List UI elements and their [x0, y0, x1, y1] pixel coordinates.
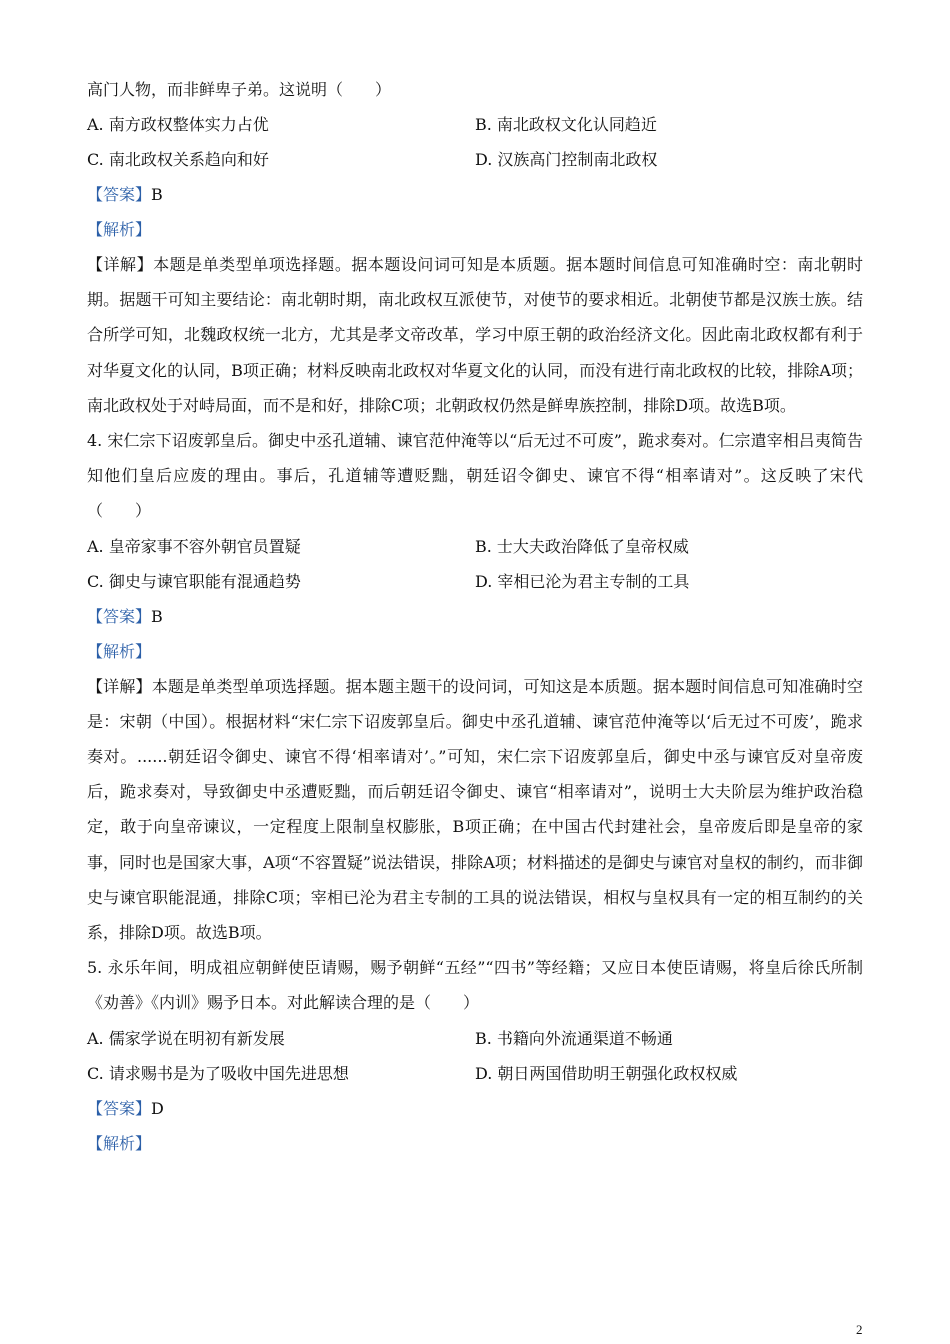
- answer-tag: 【答案】: [87, 606, 152, 626]
- q5-option-b: B. 书籍向外流通渠道不畅通: [475, 1028, 673, 1048]
- answer-tag: 【答案】: [87, 1098, 152, 1118]
- q4-option-b: B. 士大夫政治降低了皇帝权威: [475, 536, 689, 556]
- q5-option-d: D. 朝日两国借助明王朝强化政权权威: [475, 1063, 738, 1083]
- q4-detail-text: 本题是单类型单项选择题。据本题主题干的设问词，可知这是本质题。据本题时间信息可知准确时空是：宋朝（中国）。根据材料“宋仁宗下诏废郭皇后。御史中丞孔道辅、谏官范仲淹等以‘后无过不可废’，跪求奏对。......朝廷诏令御史、谏官不得‘相率请对’。”可知，宋仁宗下诏废郭皇后，御史中丞与谏官反对皇帝废后，跪求奏对，导致御史中丞遭贬黜，而后朝廷诏令御史、谏官“相率请对”，说明士大夫阶层为维护政治稳定，敢于向皇帝谏议，一定程度上限制皇权膨胀，B项正确；在中国古代封建社会，皇帝废后即是皇帝的家事，同时也是国家大事，A项“不容置疑”说法错误，排除A项；材料描述的是御史与谏官对皇权的制约，而非御史与谏官职能混通，排除C项；宰相已沦为君主专制的工具的说法错误，相权与皇权具有一定的相互制约的关系，排除D项。故选B项。: [87, 676, 863, 943]
- page-number: 2: [856, 1322, 863, 1337]
- q5-analysis-line: [87, 1126, 863, 1161]
- q3-option-a: A. 南方政权整体实力占优: [87, 115, 269, 134]
- q3-options-row-2: [87, 142, 863, 177]
- q3-detail-text: 本题是单类型单项选择题。据本题设问词可知是本质题。据本题时间信息可知准确时空：南北朝时期。据题干可知主要结论：南北朝时期，南北政权互派使节，对使节的要求相近。北朝使节都是汉族士族。结合所学可知，北魏政权统一北方，尤其是孝文帝改革，学习中原王朝的政治经济文化。因此南北政权都有利于对华夏文化的认同，B项正确；材料反映南北政权对华夏文化的认同，而没有进行南北政权的比较，排除A项；南北政权处于对峙局面，而不是和好，排除C项；北朝政权仍然是鲜卑族控制，排除D项。故选B项。: [87, 255, 863, 415]
- q5-options-row-2: [87, 1056, 863, 1091]
- q4-answer: B: [151, 606, 163, 626]
- q3-option-d: D. 汉族高门控制南北政权: [475, 150, 658, 169]
- q4-option-d: D. 宰相已沦为君主专制的工具: [475, 571, 690, 591]
- q5-answer: D: [151, 1098, 164, 1118]
- analysis-tag: 【解析】: [87, 1133, 152, 1153]
- q4-stem: 4. 宋仁宗下诏废郭皇后。御史中丞孔道辅、谏官范仲淹等以“后无过不可废”，跪求奏对。仁宗遣宰相吕夷简告知他们皇后应废的理由。事后，孔道辅等遭贬黜，朝廷诏令御史、谏官不得“相率请对”。这反映了宋代（ ）: [87, 431, 863, 521]
- q5-option-c: C. 请求赐书是为了吸收中国先进思想: [87, 1063, 349, 1083]
- q3-answer: B: [151, 185, 163, 204]
- q3-answer-line: [87, 177, 863, 212]
- q4-options-row-2: [87, 564, 863, 599]
- q4-options-row-1: [87, 529, 863, 564]
- answer-tag: 【答案】: [87, 185, 152, 204]
- q3-detail: [87, 247, 863, 423]
- detail-tag: 【详解】: [87, 255, 154, 274]
- q3-options-row-1: [87, 107, 863, 142]
- q5-stem: 5. 永乐年间，明成祖应朝鲜使臣请赐，赐予朝鲜“五经”“四书”等经籍；又应日本使臣请赐，将皇后徐氏所制《劝善》《内训》赐予日本。对此解读合理的是（ ）: [87, 958, 863, 1013]
- q3-option-b: B. 南北政权文化认同趋近: [475, 115, 657, 134]
- analysis-tag: 【解析】: [87, 641, 152, 661]
- q3-analysis-line: [87, 212, 863, 247]
- q4-answer-line: [87, 599, 863, 634]
- q4-option-a: A. 皇帝家事不容外朝官员置疑: [87, 536, 301, 556]
- q3-option-c: C. 南北政权关系趋向和好: [87, 150, 269, 169]
- analysis-tag: 【解析】: [87, 220, 152, 239]
- q5-options-row-1: [87, 1021, 863, 1056]
- q4-analysis-line: [87, 634, 863, 669]
- q3-stem-tail: 高门人物，而非鲜卑子弟。这说明（ ）: [87, 80, 392, 99]
- q5-option-a: A. 儒家学说在明初有新发展: [87, 1028, 285, 1048]
- document-page: [87, 72, 863, 1161]
- detail-tag: 【详解】: [87, 676, 152, 696]
- q5-answer-line: [87, 1091, 863, 1126]
- q4-option-c: C. 御史与谏官职能有混通趋势: [87, 571, 301, 591]
- q4-detail: [87, 669, 863, 951]
